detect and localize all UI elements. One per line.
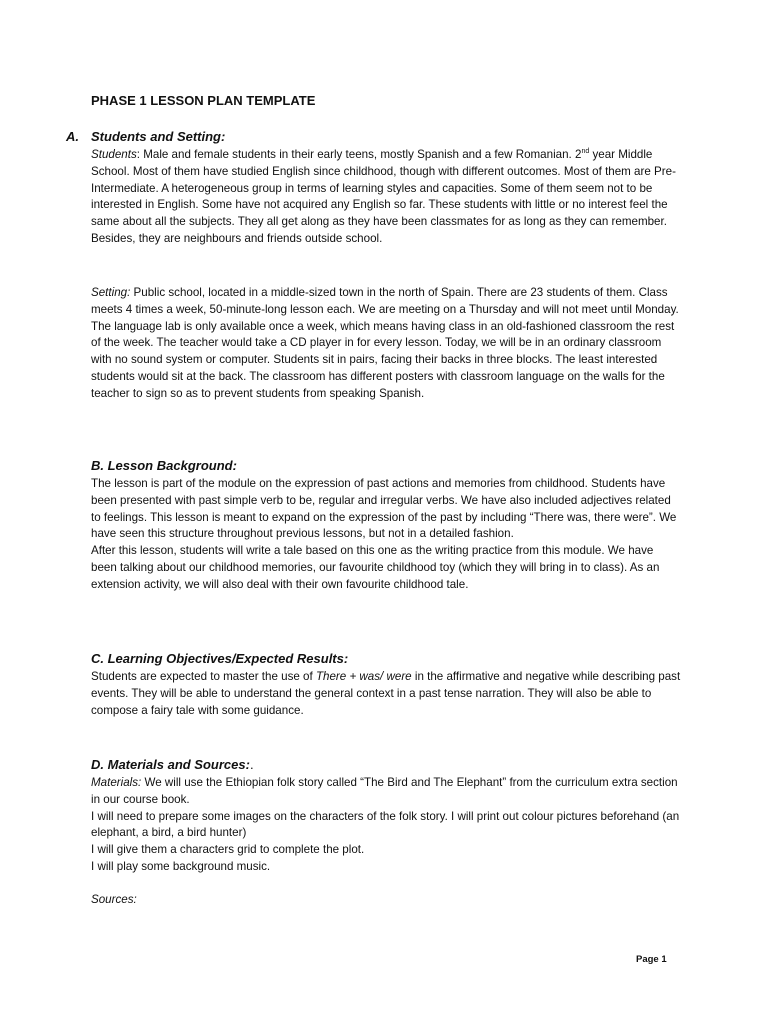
students-superscript: nd	[581, 148, 590, 156]
page-number: Page 1	[636, 954, 667, 965]
materials-line-3: I will give them a characters grid to complete the plot.	[91, 843, 365, 857]
section-a-title: Students and Setting:	[91, 129, 226, 144]
materials-text: We will use the Ethiopian folk story called “The Bird and The Elephant” from the curriculum extra section in our course book.	[91, 776, 678, 806]
objectives-text-2: in the affirmative and negative while describing past events. They will be able to understand the general context in a past tense narration. They will also be able to compose a fairy tale with some guidance.	[91, 670, 681, 717]
background-paragraph-2: After this lesson, students will write a tale based on this one as the writing practice from this module. We have been talking about our childhood memories, our favourite childhood toy (which they will bring in to class). As an extension activity, we will also deal with their own favourite childhood tale.	[91, 544, 660, 591]
setting-label: Setting:	[91, 286, 131, 299]
materials-line-2: I will need to prepare some images on the characters of the folk story. I will print out colour pictures beforehand (an elephant, a bird, a bird hunter)	[91, 809, 680, 840]
section-students-setting	[66, 129, 681, 248]
setting-block	[91, 285, 681, 403]
page-title: PHASE 1 LESSON PLAN TEMPLATE	[91, 93, 316, 108]
section-materials-sources	[91, 757, 681, 909]
students-label: Students	[91, 148, 137, 161]
section-d-heading	[91, 757, 681, 772]
section-lesson-background	[91, 458, 681, 594]
section-c-heading: C. Learning Objectives/Expected Results:	[91, 651, 349, 666]
section-d-tail: .	[249, 757, 254, 772]
section-learning-objectives	[91, 651, 681, 719]
objectives-text-1: Students are expected to master the use of	[91, 670, 316, 683]
students-text-2: year Middle School. Most of them have studied English since childhood, though with different outcomes. Most of them are Pre-Intermediate. A heterogeneous group in terms of learning styles and capacities. Some of them seem not to be interested in English. Some have not acquired any English so far. These students with little or no interest feel the same about all the subjects. They all get along as they have been classmates for as long as they can remember. Besides, they are neighbours and friends outside school.	[91, 148, 676, 245]
sources-line	[91, 892, 681, 909]
students-text-1: : Male and female students in their early teens, mostly Spanish and a few Romanian. 2	[136, 148, 582, 161]
setting-paragraph	[91, 285, 681, 403]
setting-text: Public school, located in a middle-sized town in the north of Spain. There are 23 students of them. Class meets 4 times a week, 50-minute-long lesson each. We are meeting on a Thursday and will not meet until Monday. The language lab is only available once a week, which means having class in an old-fashioned classroom the rest of the week. The teacher would take a CD player in for every lesson. Today, we will be in an ordinary classroom with no sound system or computer. Students sit in pairs, facing their backs in three blocks. The least interested students would sit at the back. The classroom has different posters with classroom language on the walls for the teacher to sign so as to prevent students from speaking Spanish.	[91, 286, 679, 400]
background-paragraph-1: The lesson is part of the module on the expression of past actions and memories from childhood. Students have been presented with past simple verb to be, regular and irregular verbs. We have also included adjectives related to feelings. This lesson is meant to expand on the expression of the past by including “There was, there were”. We have seen this structure throughout previous lessons, but not in a detailed fashion.	[91, 477, 677, 541]
sources-label: Sources:	[91, 892, 137, 906]
section-d-title: D. Materials and Sources:	[91, 757, 250, 772]
materials-paragraph	[91, 775, 681, 809]
section-a-heading	[66, 129, 681, 144]
objectives-italic: There + was/ were	[315, 670, 412, 683]
section-b-heading: B. Lesson Background:	[91, 458, 237, 473]
section-a-letter: A.	[66, 129, 79, 144]
materials-label: Materials:	[91, 776, 142, 789]
objectives-paragraph	[91, 669, 681, 719]
materials-line-4: I will play some background music.	[91, 859, 271, 873]
students-paragraph	[91, 147, 681, 248]
